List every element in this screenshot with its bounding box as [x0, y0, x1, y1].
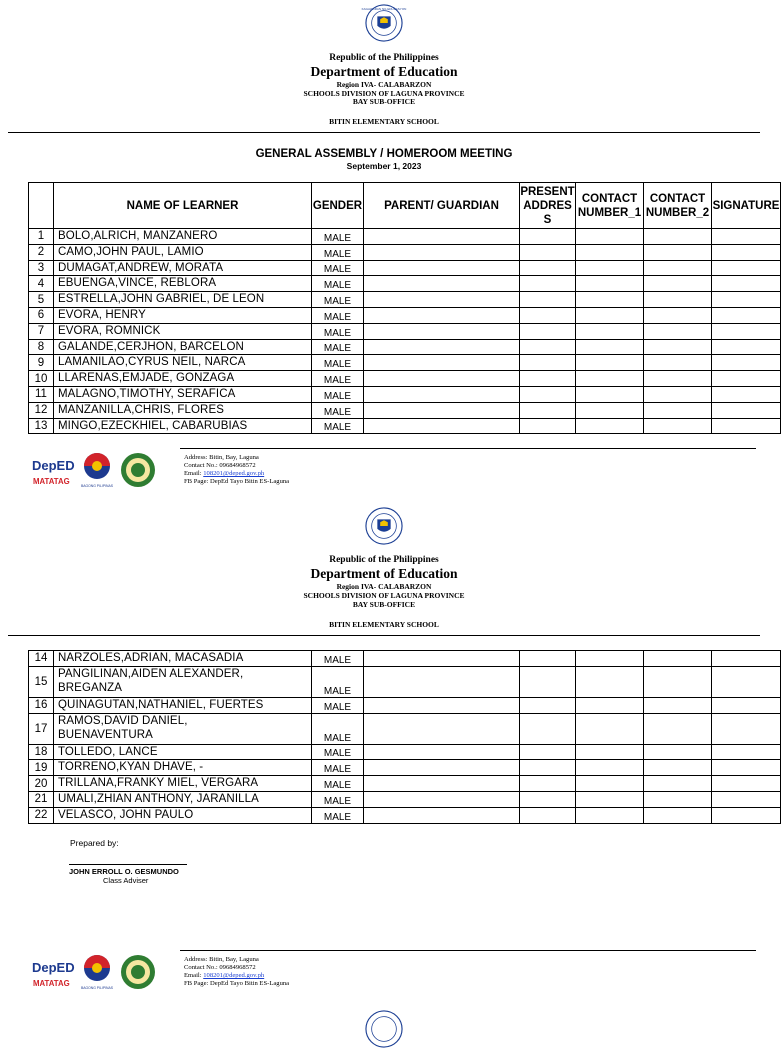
contact1-cell[interactable] [576, 355, 644, 371]
contact1-cell[interactable] [576, 371, 644, 387]
table-row [29, 307, 781, 323]
deped-logo-icon [31, 956, 75, 992]
parent-cell[interactable] [364, 776, 520, 792]
learner-name-line2: BREGANZA [58, 681, 123, 694]
footer-address-p2: Address: Bitin, Bay, Laguna [184, 956, 259, 963]
learner-name-line: LAMANILAO,CYRUS NEIL, NARCA [58, 356, 246, 369]
deped-seal-icon [365, 507, 403, 545]
table-row [29, 339, 781, 355]
department-title: Department of Education [310, 64, 458, 79]
contact1-cell[interactable] [576, 339, 644, 355]
meeting-date: September 1, 2023 [346, 161, 422, 171]
row-number: 1 [29, 229, 54, 245]
learner-gender: MALE [312, 402, 364, 418]
signature-cell[interactable] [712, 323, 781, 339]
footer-email-label-p2: Email: [184, 972, 204, 979]
matatag-text: MATATAG [33, 477, 70, 486]
learner-gender: MALE [312, 386, 364, 402]
parent-cell[interactable] [364, 260, 520, 276]
row-number: 7 [29, 323, 54, 339]
adviser-role: Class Adviser [103, 876, 149, 885]
learner-name-line: QUINAGUTAN,NATHANIEL, FUERTES [58, 698, 264, 711]
contact2-cell[interactable] [644, 697, 712, 713]
contact2-cell[interactable] [644, 323, 712, 339]
school-seal-icon [120, 954, 156, 990]
learner-name [54, 260, 312, 276]
contact2-cell[interactable] [644, 776, 712, 792]
row-number: 6 [29, 307, 54, 323]
col-header-contact2: CONTACT NUMBER_2 [644, 183, 712, 229]
row-number: 19 [29, 760, 54, 776]
table-row [29, 371, 781, 387]
learner-name-line: MINGO,EZECKHIEL, CABARUBIAS [58, 419, 248, 432]
address-cell[interactable] [520, 371, 576, 387]
address-cell[interactable] [520, 244, 576, 260]
parent-cell[interactable] [364, 371, 520, 387]
learner-gender: MALE [312, 339, 364, 355]
contact2-cell[interactable] [644, 244, 712, 260]
learner-gender: MALE [312, 323, 364, 339]
row-number: 15 [29, 666, 54, 697]
contact2-cell[interactable] [644, 744, 712, 760]
parent-cell[interactable] [364, 276, 520, 292]
address-cell[interactable] [520, 744, 576, 760]
signature-cell[interactable] [712, 276, 781, 292]
contact2-cell[interactable] [644, 355, 712, 371]
parent-cell[interactable] [364, 292, 520, 308]
learner-name [54, 791, 312, 807]
parent-cell[interactable] [364, 807, 520, 823]
address-cell[interactable] [520, 791, 576, 807]
signature-cell[interactable] [712, 776, 781, 792]
learner-gender: MALE [312, 666, 364, 697]
school-name-p2: BITIN ELEMENTARY SCHOOL [329, 620, 439, 629]
learner-name [54, 760, 312, 776]
division-label: SCHOOLS DIVISION OF LAGUNA PROVINCE [303, 89, 465, 98]
address-cell[interactable] [520, 292, 576, 308]
contact1-cell[interactable] [576, 776, 644, 792]
footer-divider-p2 [180, 950, 756, 951]
contact1-cell[interactable] [576, 229, 644, 245]
contact2-cell[interactable] [644, 276, 712, 292]
footer-email-line [184, 470, 289, 478]
learner-gender: MALE [312, 229, 364, 245]
contact2-cell[interactable] [644, 666, 712, 697]
learner-name [54, 323, 312, 339]
signature-cell[interactable] [712, 371, 781, 387]
table-row [29, 292, 781, 308]
address-cell[interactable] [520, 697, 576, 713]
contact1-cell[interactable] [576, 323, 644, 339]
signature-cell[interactable] [712, 229, 781, 245]
contact2-cell[interactable] [644, 307, 712, 323]
address-cell[interactable] [520, 807, 576, 823]
learner-name [54, 307, 312, 323]
contact1-cell[interactable] [576, 791, 644, 807]
contact1-cell[interactable] [576, 292, 644, 308]
department-title-p2: Department of Education [310, 566, 458, 581]
parent-cell[interactable] [364, 418, 520, 434]
deped-logo-icon [31, 454, 75, 490]
prepared-label: Prepared by: [70, 838, 119, 848]
learner-gender: MALE [312, 276, 364, 292]
contact2-cell[interactable] [644, 402, 712, 418]
learner-name [54, 713, 312, 744]
col-header-contact1: CONTACT NUMBER_1 [576, 183, 644, 229]
row-number: 21 [29, 791, 54, 807]
table-row [29, 355, 781, 371]
footer-contact-p2: Contact No.: 09684968572 [184, 964, 256, 971]
learner-gender: MALE [312, 807, 364, 823]
learner-name [54, 666, 312, 697]
signature-cell[interactable] [712, 807, 781, 823]
contact2-cell[interactable] [644, 386, 712, 402]
learner-name [54, 402, 312, 418]
signature-cell[interactable] [712, 260, 781, 276]
division-label-p2: SCHOOLS DIVISION OF LAGUNA PROVINCE [303, 591, 465, 600]
learner-gender: MALE [312, 791, 364, 807]
learner-name-line: VELASCO, JOHN PAULO [58, 808, 194, 821]
parent-cell[interactable] [364, 666, 520, 697]
parent-cell[interactable] [364, 386, 520, 402]
contact1-cell[interactable] [576, 260, 644, 276]
school-seal-icon [120, 452, 156, 488]
table-row [29, 386, 781, 402]
learner-name-line: RAMOS,DAVID DANIEL, [58, 714, 188, 727]
contact2-cell[interactable] [644, 260, 712, 276]
bagong-pilipinas-logo-icon [78, 952, 116, 992]
parent-cell[interactable] [364, 791, 520, 807]
col-header-number [29, 183, 54, 229]
table-row [29, 807, 781, 823]
signature-cell[interactable] [712, 402, 781, 418]
parent-cell[interactable] [364, 355, 520, 371]
table-row [29, 713, 781, 744]
school-name: BITIN ELEMENTARY SCHOOL [329, 117, 439, 126]
learner-name-line: UMALI,ZHIAN ANTHONY, JARANILLA [58, 792, 259, 805]
learner-gender: MALE [312, 651, 364, 667]
table-row [29, 418, 781, 434]
signature-cell[interactable] [712, 697, 781, 713]
signature-cell[interactable] [712, 651, 781, 667]
row-number: 13 [29, 418, 54, 434]
row-number: 11 [29, 386, 54, 402]
row-number: 16 [29, 697, 54, 713]
signature-cell[interactable] [712, 666, 781, 697]
col-header-name: NAME OF LEARNER [54, 183, 312, 229]
learner-gender: MALE [312, 697, 364, 713]
svg-text:KAGAWARAN NG EDUKASYON: KAGAWARAN NG EDUKASYON [361, 7, 407, 12]
table-row [29, 760, 781, 776]
contact1-cell[interactable] [576, 276, 644, 292]
row-number: 20 [29, 776, 54, 792]
contact1-cell[interactable] [576, 713, 644, 744]
sub-office-label: BAY SUB-OFFICE [352, 97, 416, 106]
table-row [29, 791, 781, 807]
address-cell[interactable] [520, 323, 576, 339]
learner-name [54, 418, 312, 434]
address-cell[interactable] [520, 339, 576, 355]
learner-name-line: ESTRELLA,JOHN GABRIEL, DE LEON [58, 293, 265, 306]
learner-name-line: MALAGNO,TIMOTHY, SERAFICA [58, 387, 236, 400]
contact2-cell[interactable] [644, 713, 712, 744]
col-header-parent: PARENT/ GUARDIAN [364, 183, 520, 229]
contact2-cell[interactable] [644, 651, 712, 667]
learner-name [54, 229, 312, 245]
col-header-gender: GENDER [312, 183, 364, 229]
learner-name [54, 371, 312, 387]
parent-cell[interactable] [364, 339, 520, 355]
learner-name-line: EVORA, HENRY [58, 308, 146, 321]
address-cell[interactable] [520, 386, 576, 402]
learner-gender: MALE [312, 307, 364, 323]
row-number: 4 [29, 276, 54, 292]
signature-cell[interactable] [712, 339, 781, 355]
learner-name [54, 244, 312, 260]
footer-email-line-p2 [184, 972, 289, 980]
learner-gender: MALE [312, 371, 364, 387]
learner-name [54, 276, 312, 292]
contact1-cell[interactable] [576, 744, 644, 760]
address-cell[interactable] [520, 355, 576, 371]
region-label-p2: Region IVA- CALABARZON [336, 582, 432, 591]
table-row [29, 697, 781, 713]
footer-email-link[interactable]: 108201@deped.gov.ph [203, 470, 265, 477]
contact2-cell[interactable] [644, 229, 712, 245]
contact1-cell[interactable] [576, 760, 644, 776]
learner-gender: MALE [312, 244, 364, 260]
attendance-table-page1 [28, 182, 781, 434]
learner-name-line: LLARENAS,EMJADE, GONZAGA [58, 372, 235, 385]
parent-cell[interactable] [364, 323, 520, 339]
footer-fb: FB Page: DepEd Tayo Bitin ES-Laguna [184, 478, 290, 485]
learner-name-line: NARZOLES,ADRIAN, MACASADIA [58, 652, 244, 664]
parent-cell[interactable] [364, 244, 520, 260]
row-number: 22 [29, 807, 54, 823]
learner-name [54, 744, 312, 760]
address-cell[interactable] [520, 760, 576, 776]
address-cell[interactable] [520, 276, 576, 292]
contact2-cell[interactable] [644, 760, 712, 776]
footer-fb-p2: FB Page: DepEd Tayo Bitin ES-Laguna [184, 980, 290, 987]
col-header-signature: SIGNATURE [712, 183, 781, 229]
learner-name-line: GALANDE,CERJHON, BARCELON [58, 340, 244, 353]
learner-name [54, 386, 312, 402]
signature-cell[interactable] [712, 386, 781, 402]
address-cell[interactable] [520, 666, 576, 697]
table-row [29, 666, 781, 697]
learner-name-line: BOLO,ALRICH, MANZANERO [58, 230, 218, 242]
learner-name [54, 355, 312, 371]
bagong-pilipinas-text: BAGONG PILIPINAS [80, 484, 114, 488]
footer-email-label: Email: [184, 470, 204, 477]
learner-name-line: TOLLEDO, LANCE [58, 745, 158, 758]
row-number: 9 [29, 355, 54, 371]
bagong-pilipinas-text-p2: BAGONG PILIPINAS [80, 986, 114, 990]
address-cell[interactable] [520, 402, 576, 418]
contact1-cell[interactable] [576, 386, 644, 402]
signature-cell[interactable] [712, 713, 781, 744]
row-number: 8 [29, 339, 54, 355]
parent-cell[interactable] [364, 744, 520, 760]
learner-name [54, 292, 312, 308]
republic-label: Republic of the Philippines [329, 53, 439, 63]
address-cell[interactable] [520, 229, 576, 245]
parent-cell[interactable] [364, 760, 520, 776]
footer-contact: Contact No.: 09684968572 [184, 462, 256, 469]
contact2-cell[interactable] [644, 339, 712, 355]
region-label: Region IVA- CALABARZON [336, 80, 432, 89]
learner-gender: MALE [312, 260, 364, 276]
row-number: 3 [29, 260, 54, 276]
address-cell[interactable] [520, 418, 576, 434]
row-number: 2 [29, 244, 54, 260]
contact1-cell[interactable] [576, 697, 644, 713]
learner-name-line: PANGILINAN,AIDEN ALEXANDER, [58, 667, 244, 680]
learner-name [54, 776, 312, 792]
table-row [29, 276, 781, 292]
address-cell[interactable] [520, 307, 576, 323]
footer-divider [180, 448, 756, 449]
learner-gender: MALE [312, 744, 364, 760]
learner-name [54, 651, 312, 667]
contact2-cell[interactable] [644, 371, 712, 387]
learner-name-line: EBUENGA,VINCE, REBLORA [58, 277, 217, 290]
learner-gender: MALE [312, 760, 364, 776]
row-number: 18 [29, 744, 54, 760]
meeting-title: GENERAL ASSEMBLY / HOMEROOM MEETING [255, 148, 513, 160]
learner-gender: MALE [312, 418, 364, 434]
table-header-row [29, 183, 781, 229]
bagong-pilipinas-logo-icon [78, 450, 116, 490]
deped-seal-icon [365, 1010, 403, 1048]
address-cell[interactable] [520, 260, 576, 276]
signature-cell[interactable] [712, 244, 781, 260]
signature-cell[interactable] [712, 418, 781, 434]
signature-cell[interactable] [712, 744, 781, 760]
learner-gender: MALE [312, 776, 364, 792]
learner-name-line: CAMO,JOHN PAUL, LAMIO [58, 245, 204, 258]
contact2-cell[interactable] [644, 418, 712, 434]
learner-name-line2: BUENAVENTURA [58, 728, 153, 741]
parent-cell[interactable] [364, 402, 520, 418]
row-number: 10 [29, 371, 54, 387]
table-row [29, 244, 781, 260]
contact1-cell[interactable] [576, 666, 644, 697]
signature-cell[interactable] [712, 791, 781, 807]
learner-name-line: DUMAGAT,ANDREW, MORATA [58, 261, 224, 274]
contact1-cell[interactable] [576, 244, 644, 260]
table-row [29, 744, 781, 760]
contact1-cell[interactable] [576, 651, 644, 667]
row-number: 5 [29, 292, 54, 308]
col-header-address: PRESENT ADDRES S [520, 183, 576, 229]
signature-cell[interactable] [712, 292, 781, 308]
learner-name [54, 807, 312, 823]
contact2-cell[interactable] [644, 791, 712, 807]
deped-seal-icon [361, 4, 407, 42]
signature-cell[interactable] [712, 307, 781, 323]
parent-cell[interactable] [364, 651, 520, 667]
deped-logo-text: DepED [32, 458, 75, 473]
republic-label-p2: Republic of the Philippines [329, 555, 439, 565]
signature-cell[interactable] [712, 355, 781, 371]
parent-cell[interactable] [364, 713, 520, 744]
deped-logo-text-p2: DepED [32, 960, 75, 975]
row-number: 17 [29, 713, 54, 744]
footer-contact-block [184, 454, 289, 486]
table-row [29, 651, 781, 667]
header-divider [8, 132, 760, 133]
table-row [29, 402, 781, 418]
header-divider-p2 [8, 635, 760, 636]
parent-cell[interactable] [364, 307, 520, 323]
matatag-text-p2: MATATAG [33, 979, 70, 988]
address-cell[interactable] [520, 776, 576, 792]
contact1-cell[interactable] [576, 307, 644, 323]
learner-name-line: TORRENO,KYAN DHAVE, - [58, 761, 204, 774]
learner-name-line: TRILLANA,FRANKY MIEL, VERGARA [58, 777, 259, 790]
contact1-cell[interactable] [576, 402, 644, 418]
contact1-cell[interactable] [576, 807, 644, 823]
learner-name [54, 339, 312, 355]
address-cell[interactable] [520, 651, 576, 667]
footer-email-link-p2[interactable]: 108201@deped.gov.ph [203, 972, 265, 979]
table-row [29, 229, 781, 245]
adviser-name: JOHN ERROLL O. GESMUNDO [69, 867, 179, 876]
learner-gender: MALE [312, 355, 364, 371]
parent-cell[interactable] [364, 697, 520, 713]
attendance-table-page2 [28, 650, 781, 824]
signature-cell[interactable] [712, 760, 781, 776]
footer-contact-block-p2 [184, 956, 289, 988]
address-cell[interactable] [520, 713, 576, 744]
row-number: 12 [29, 402, 54, 418]
learner-name-line: EVORA, ROMNICK [58, 324, 161, 337]
sub-office-label-p2: BAY SUB-OFFICE [352, 600, 416, 609]
parent-cell[interactable] [364, 229, 520, 245]
footer-address: Address: Bitin, Bay, Laguna [184, 454, 259, 461]
row-number: 14 [29, 651, 54, 667]
contact2-cell[interactable] [644, 292, 712, 308]
learner-name [54, 697, 312, 713]
contact2-cell[interactable] [644, 807, 712, 823]
table-row [29, 323, 781, 339]
learner-gender: MALE [312, 713, 364, 744]
learner-gender: MALE [312, 292, 364, 308]
table-row [29, 260, 781, 276]
contact1-cell[interactable] [576, 418, 644, 434]
signature-line [69, 864, 187, 865]
table-row [29, 776, 781, 792]
learner-name-line: MANZANILLA,CHRIS, FLORES [58, 403, 224, 416]
